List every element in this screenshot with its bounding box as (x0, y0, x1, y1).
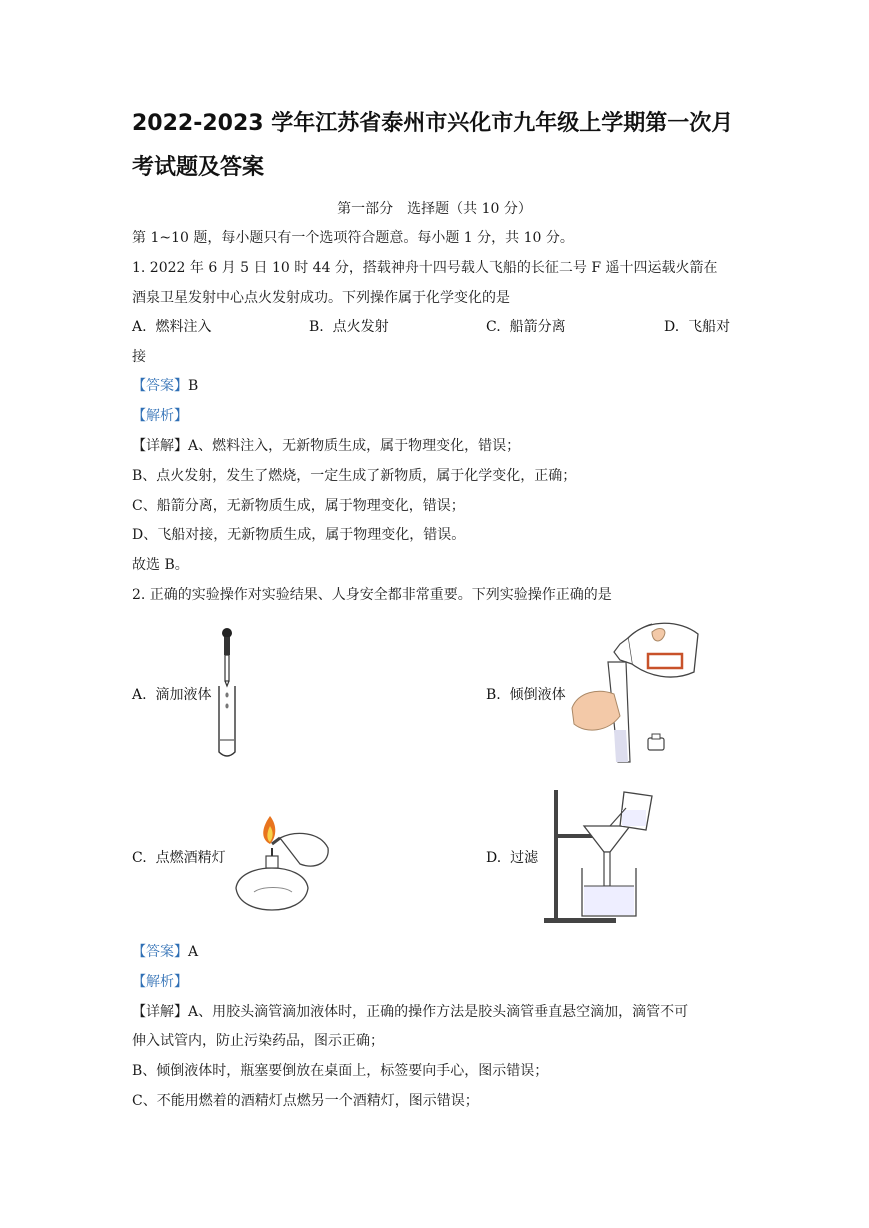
q2-detail-line1: 【详解】A、用胶头滴管滴加液体时，正确的操作方法是胶头滴管垂直悬空滴加，滴管不可 (132, 1004, 689, 1020)
q1-option-a: A. 燃料注入 (132, 319, 212, 335)
section-heading: 第一部分 选择题（共 10 分） (337, 201, 532, 217)
q2-option-c: C. 点燃酒精灯 (132, 850, 226, 866)
q1-answer (132, 375, 198, 395)
filtration-illustration (540, 786, 670, 926)
pouring-liquid-illustration (568, 612, 728, 768)
q1-stem-line1: 1. 2022 年 6 月 5 日 10 时 44 分，搭载神舟十四号载人飞船的长征二号 F 遥十四运载火箭在 (132, 260, 718, 276)
q1-detail-line3: C、船箭分离，无新物质生成，属于物理变化，错误； (132, 498, 465, 514)
q2-option-a: A. 滴加液体 (132, 687, 212, 703)
q1-analysis-tag: 【解析】 (132, 408, 188, 424)
instructions: 第 1~10 题，每小题只有一个选项符合题意。每小题 1 分，共 10 分。 (132, 230, 574, 246)
q1-detail-line1: 【详解】A、燃料注入，无新物质生成，属于物理变化，错误； (132, 438, 521, 454)
q2-detail-line3: B、倾倒液体时，瓶塞要倒放在桌面上，标签要向手心，图示错误； (132, 1063, 549, 1079)
q1-stem-line2: 酒泉卫星发射中心点火发射成功。下列操作属于化学变化的是 (132, 290, 510, 306)
answer-tag: 【答案】 (132, 944, 188, 960)
q2-option-d: D. 过滤 (486, 850, 539, 866)
q1-option-b: B. 点火发射 (309, 319, 389, 335)
detail-tag: 【详解】 (132, 1004, 188, 1020)
answer-value: A (188, 944, 199, 960)
alcohol-lamp-illustration (232, 812, 342, 912)
detail-tag: 【详解】 (132, 438, 188, 454)
q1-detail-line2: B、点火发射，发生了燃烧，一定生成了新物质，属于化学变化，正确； (132, 468, 577, 484)
q2-analysis-tag: 【解析】 (132, 974, 188, 990)
q2-detail-line4: C、不能用燃着的酒精灯点燃另一个酒精灯，图示错误； (132, 1093, 479, 1109)
q1-option-d: D. 飞船对 (664, 319, 731, 335)
dropper-testtube-illustration (205, 624, 255, 760)
answer-value: B (188, 378, 199, 394)
q1-option-wrap: 接 (132, 349, 146, 365)
q2-detail-line2: 伸入试管内，防止污染药品，图示正确； (132, 1033, 384, 1049)
document-title-line2: 考试题及答案 (132, 155, 265, 180)
q1-option-c: C. 船箭分离 (486, 319, 566, 335)
q1-conclusion: 故选 B。 (132, 557, 189, 573)
document-title-line1: 2022-2023 学年江苏省泰州市兴化市九年级上学期第一次月 (132, 111, 734, 136)
q2-answer (132, 941, 198, 961)
answer-tag: 【答案】 (132, 378, 188, 394)
q2-stem: 2. 正确的实验操作对实验结果、人身安全都非常重要。下列实验操作正确的是 (132, 587, 612, 603)
q1-detail-line4: D、飞船对接，无新物质生成，属于物理变化，错误。 (132, 527, 466, 543)
q2-option-b: B. 倾倒液体 (486, 687, 566, 703)
